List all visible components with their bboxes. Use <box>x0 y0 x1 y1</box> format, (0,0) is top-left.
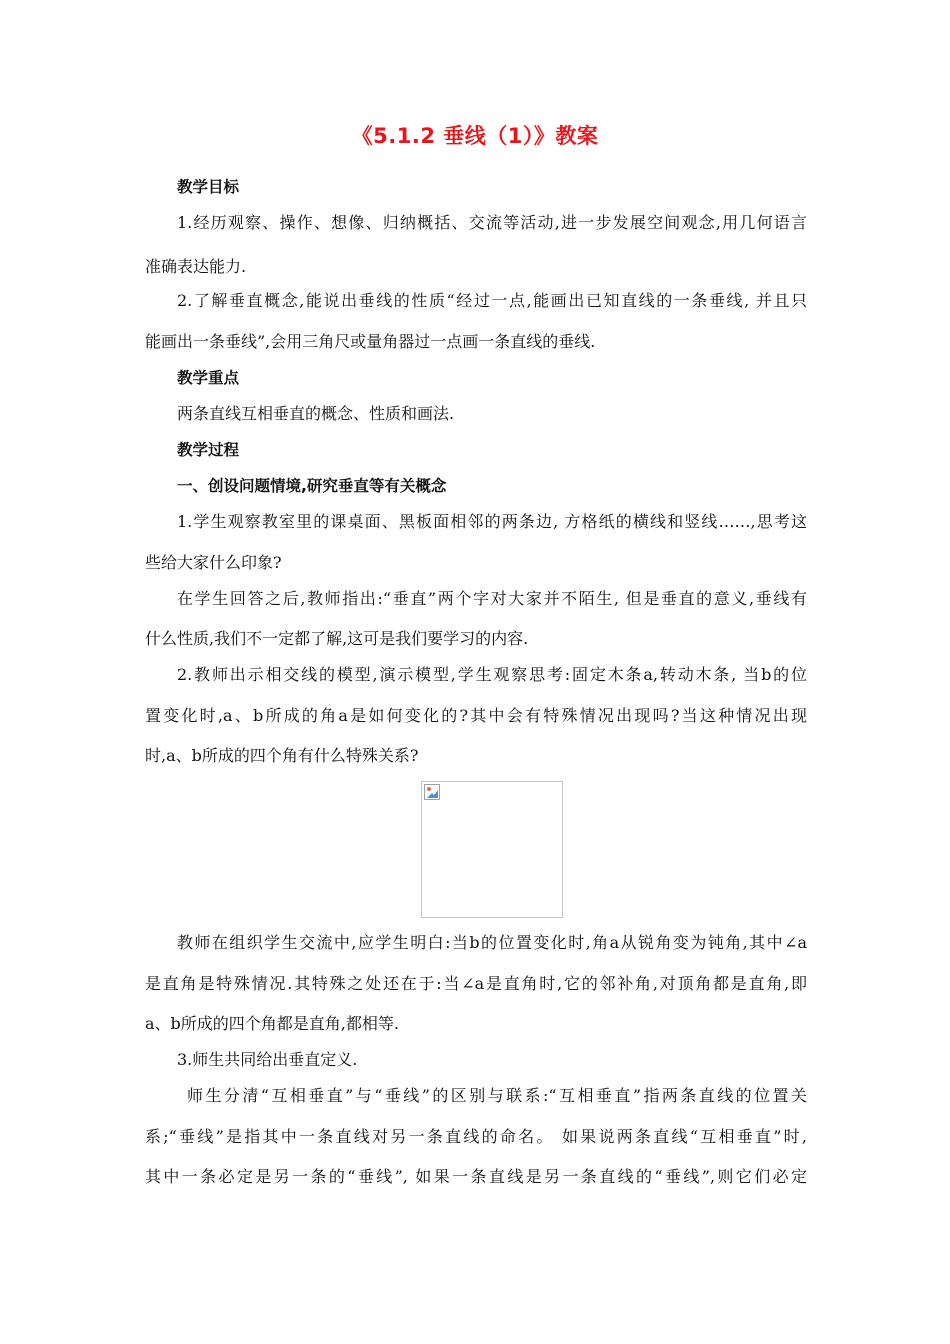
paragraph-5-line-1: 3.师生共同给出垂直定义. <box>177 1050 358 1069</box>
document-title: 《5.1.2 垂线（1）》教案 <box>351 124 599 148</box>
heading-teaching-process: 教学过程 <box>177 441 240 459</box>
paragraph-1-line-2: 些给大家什么印象? <box>145 553 282 572</box>
paragraph-3-line-2: 置变化时,a、b所成的角a是如何变化的?其中会有特殊情况出现吗?当这种情况出现 <box>145 706 807 725</box>
paragraph-2-line-1: 在学生回答之后,教师指出:“垂直”两个字对大家并不陌生, 但是垂直的意义,垂线有 <box>177 589 807 608</box>
figure-placeholder-image <box>421 781 563 918</box>
paragraph-4-line-3: a、b所成的四个角都是直角,都相等. <box>145 1014 399 1033</box>
paragraph-3-line-1: 2.教师出示相交线的模型,演示模型,学生观察思考:固定木条a,转动木条, 当b的位 <box>177 665 807 684</box>
goal-1-line-1: 1.经历观察、操作、想像、归纳概括、交流等活动,进一步发展空间观念,用几何语言 <box>177 213 807 232</box>
goal-1-line-2: 准确表达能力. <box>145 257 247 276</box>
paragraph-4-line-2: 是直角是特殊情况.其特殊之处还在于:当∠a是直角时,它的邻补角,对顶角都是直角,即 <box>145 974 807 993</box>
heading-part-1: 一、创设问题情境,研究垂直等有关概念 <box>177 477 447 495</box>
paragraph-4-line-1: 教师在组织学生交流中,应学生明白:当b的位置变化时,角a从锐角变为钝角,其中∠a <box>177 933 807 952</box>
paragraph-3-line-3: 时,a、b所成的四个角有什么特殊关系? <box>145 746 419 765</box>
key-points-text: 两条直线互相垂直的概念、性质和画法. <box>177 404 455 423</box>
goal-2-line-2: 能画出一条垂线”,会用三角尺或量角器过一点画一条直线的垂线. <box>145 332 596 351</box>
paragraph-6-line-1: 师生分清“互相垂直”与“垂线”的区别与联系:“互相垂直”指两条直线的位置关 <box>187 1086 807 1105</box>
heading-key-points: 教学重点 <box>177 369 240 387</box>
paragraph-2-line-2: 什么性质,我们不一定都了解,这可是我们要学习的内容. <box>145 629 529 648</box>
heading-teaching-goals: 教学目标 <box>177 178 240 196</box>
goal-2-line-1: 2.了解垂直概念,能说出垂线的性质“经过一点,能画出已知直线的一条垂线, 并且只 <box>177 291 807 310</box>
paragraph-1-line-1: 1.学生观察教室里的课桌面、黑板面相邻的两条边, 方格纸的横线和竖线……,思考这 <box>177 512 807 531</box>
paragraph-6-line-2: 系;“垂线”是指其中一条直线对另一条直线的命名。 如果说两条直线“互相垂直”时, <box>145 1127 807 1146</box>
broken-image-icon <box>424 784 440 800</box>
paragraph-6-line-3: 其中一条必定是另一条的“垂线”, 如果一条直线是另一条直线的“垂线”,则它们必定 <box>145 1167 807 1186</box>
